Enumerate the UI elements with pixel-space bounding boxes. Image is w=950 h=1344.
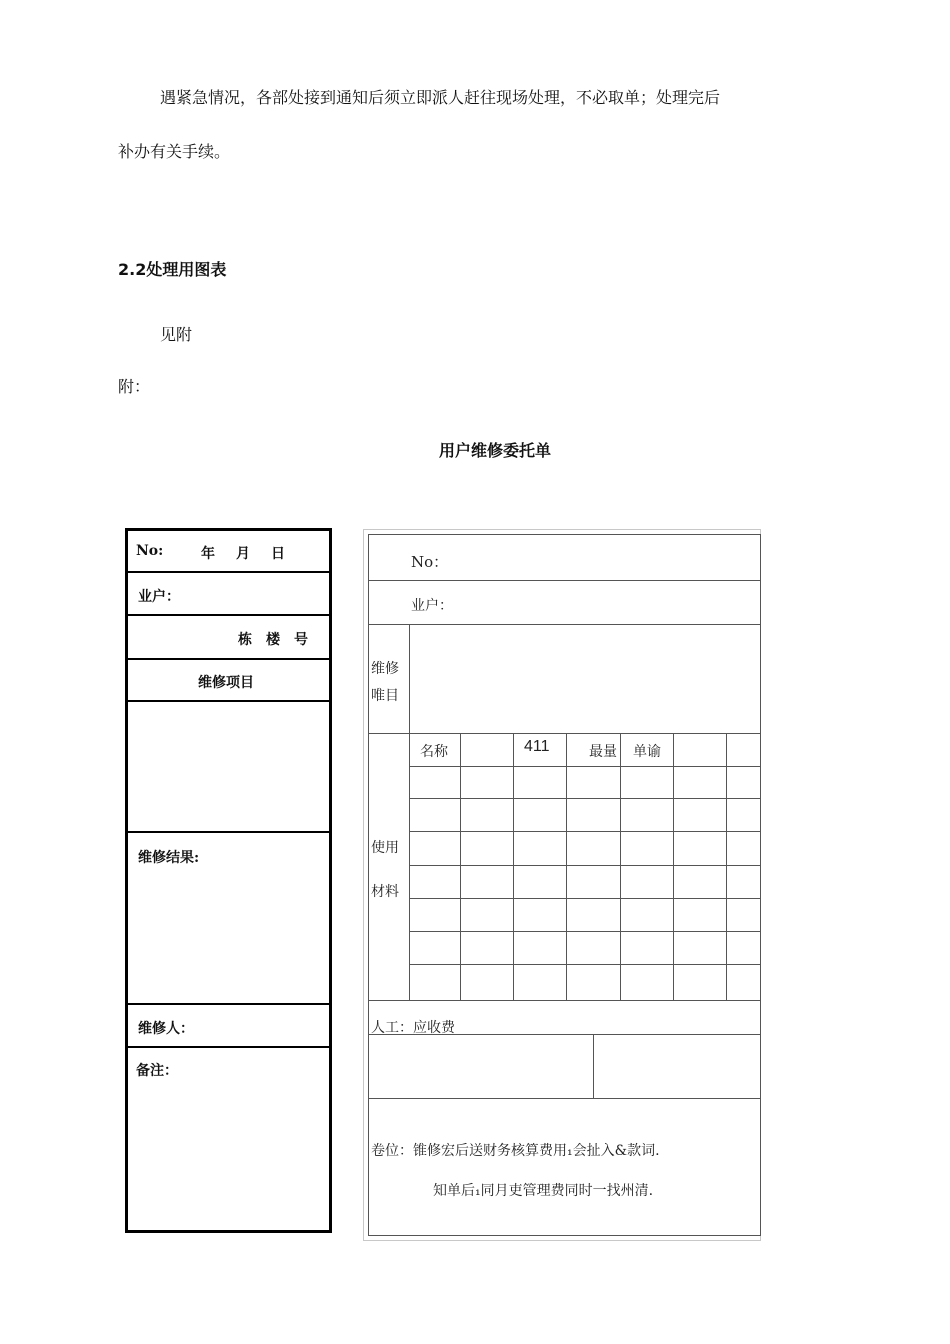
rule-fee-split [593,1034,594,1098]
paragraph-emergency-line2: 补办有关手续。 [118,142,231,161]
rule-after-materials [369,1000,760,1001]
rule-after-no [369,580,760,581]
rule-materials-5 [409,931,760,932]
rule-label-column [409,624,410,1000]
right-repair-form [368,534,761,1236]
col-header-quantity: 最量 [589,744,617,760]
right-owner-label: 业户： [411,598,453,614]
col-header-unit-price: 单谕 [633,744,661,760]
left-no-label: No: [136,543,164,559]
see-attached-text: 见附 [160,325,193,344]
left-date-day: 日 [271,546,285,562]
left-remarks-label: 备注： [136,1063,178,1079]
rule-col-6 [673,733,674,1000]
col-header-code: 411 [524,738,550,755]
rule-col-3 [513,733,514,1000]
left-repairer-label: 维修人： [138,1021,194,1037]
left-row-repair-result [128,833,329,1005]
rule-materials-6 [409,964,760,965]
rule-col-7 [726,733,727,1000]
right-item-label-2: 唯目 [371,688,399,704]
right-no-label: No： [411,553,449,571]
rule-materials-3 [409,865,760,866]
paragraph-emergency-line1: 遇紧急情况，各部处接到通知后须立即派人赶往现场处理，不必取单；处理完后 [160,88,721,107]
left-repair-result-label: 维修结果: [138,850,200,866]
section-heading: 2.2处理用图表 [118,260,227,279]
rule-col-4 [566,733,567,1000]
attached-label: 附： [118,377,151,396]
materials-label-2: 材料 [371,884,399,900]
rule-materials-1 [409,798,760,799]
right-item-label-1: 维修 [371,661,399,677]
note-line-2: 知单后₁同月吏管理费同时一找州清. [433,1183,654,1199]
left-repair-card [125,528,332,1233]
rule-col-2 [460,733,461,1000]
left-row-building [128,616,329,660]
col-header-name: 名称 [420,744,448,760]
left-date-year: 年 [201,546,215,562]
rule-materials-2 [409,831,760,832]
rule-after-owner [369,624,760,625]
left-date-month: 月 [236,546,250,562]
rule-materials-header [409,766,760,767]
left-building-unit: 栋 楼 号 [238,632,308,648]
rule-before-note [369,1098,760,1099]
left-row-repair-item-body [128,702,329,833]
materials-label-1: 使用 [371,840,399,856]
left-repair-item-heading: 维修项目 [198,675,254,691]
left-row-owner [128,573,329,616]
left-row-number-date [128,531,329,573]
rule-col-5 [620,733,621,1000]
form-title: 用户维修委托单 [439,441,552,460]
labor-fee-label: 人工：应收费 [371,1020,455,1036]
rule-materials-4 [409,898,760,899]
rule-after-item [369,733,760,734]
left-row-remarks [128,1048,329,1230]
left-owner-label: 业户： [138,589,180,605]
left-row-repair-item [128,660,329,702]
note-line-1: 卷位：锥修宏后送财务核算费用₁会扯入&款词. [371,1143,660,1159]
left-row-repairer [128,1005,329,1048]
